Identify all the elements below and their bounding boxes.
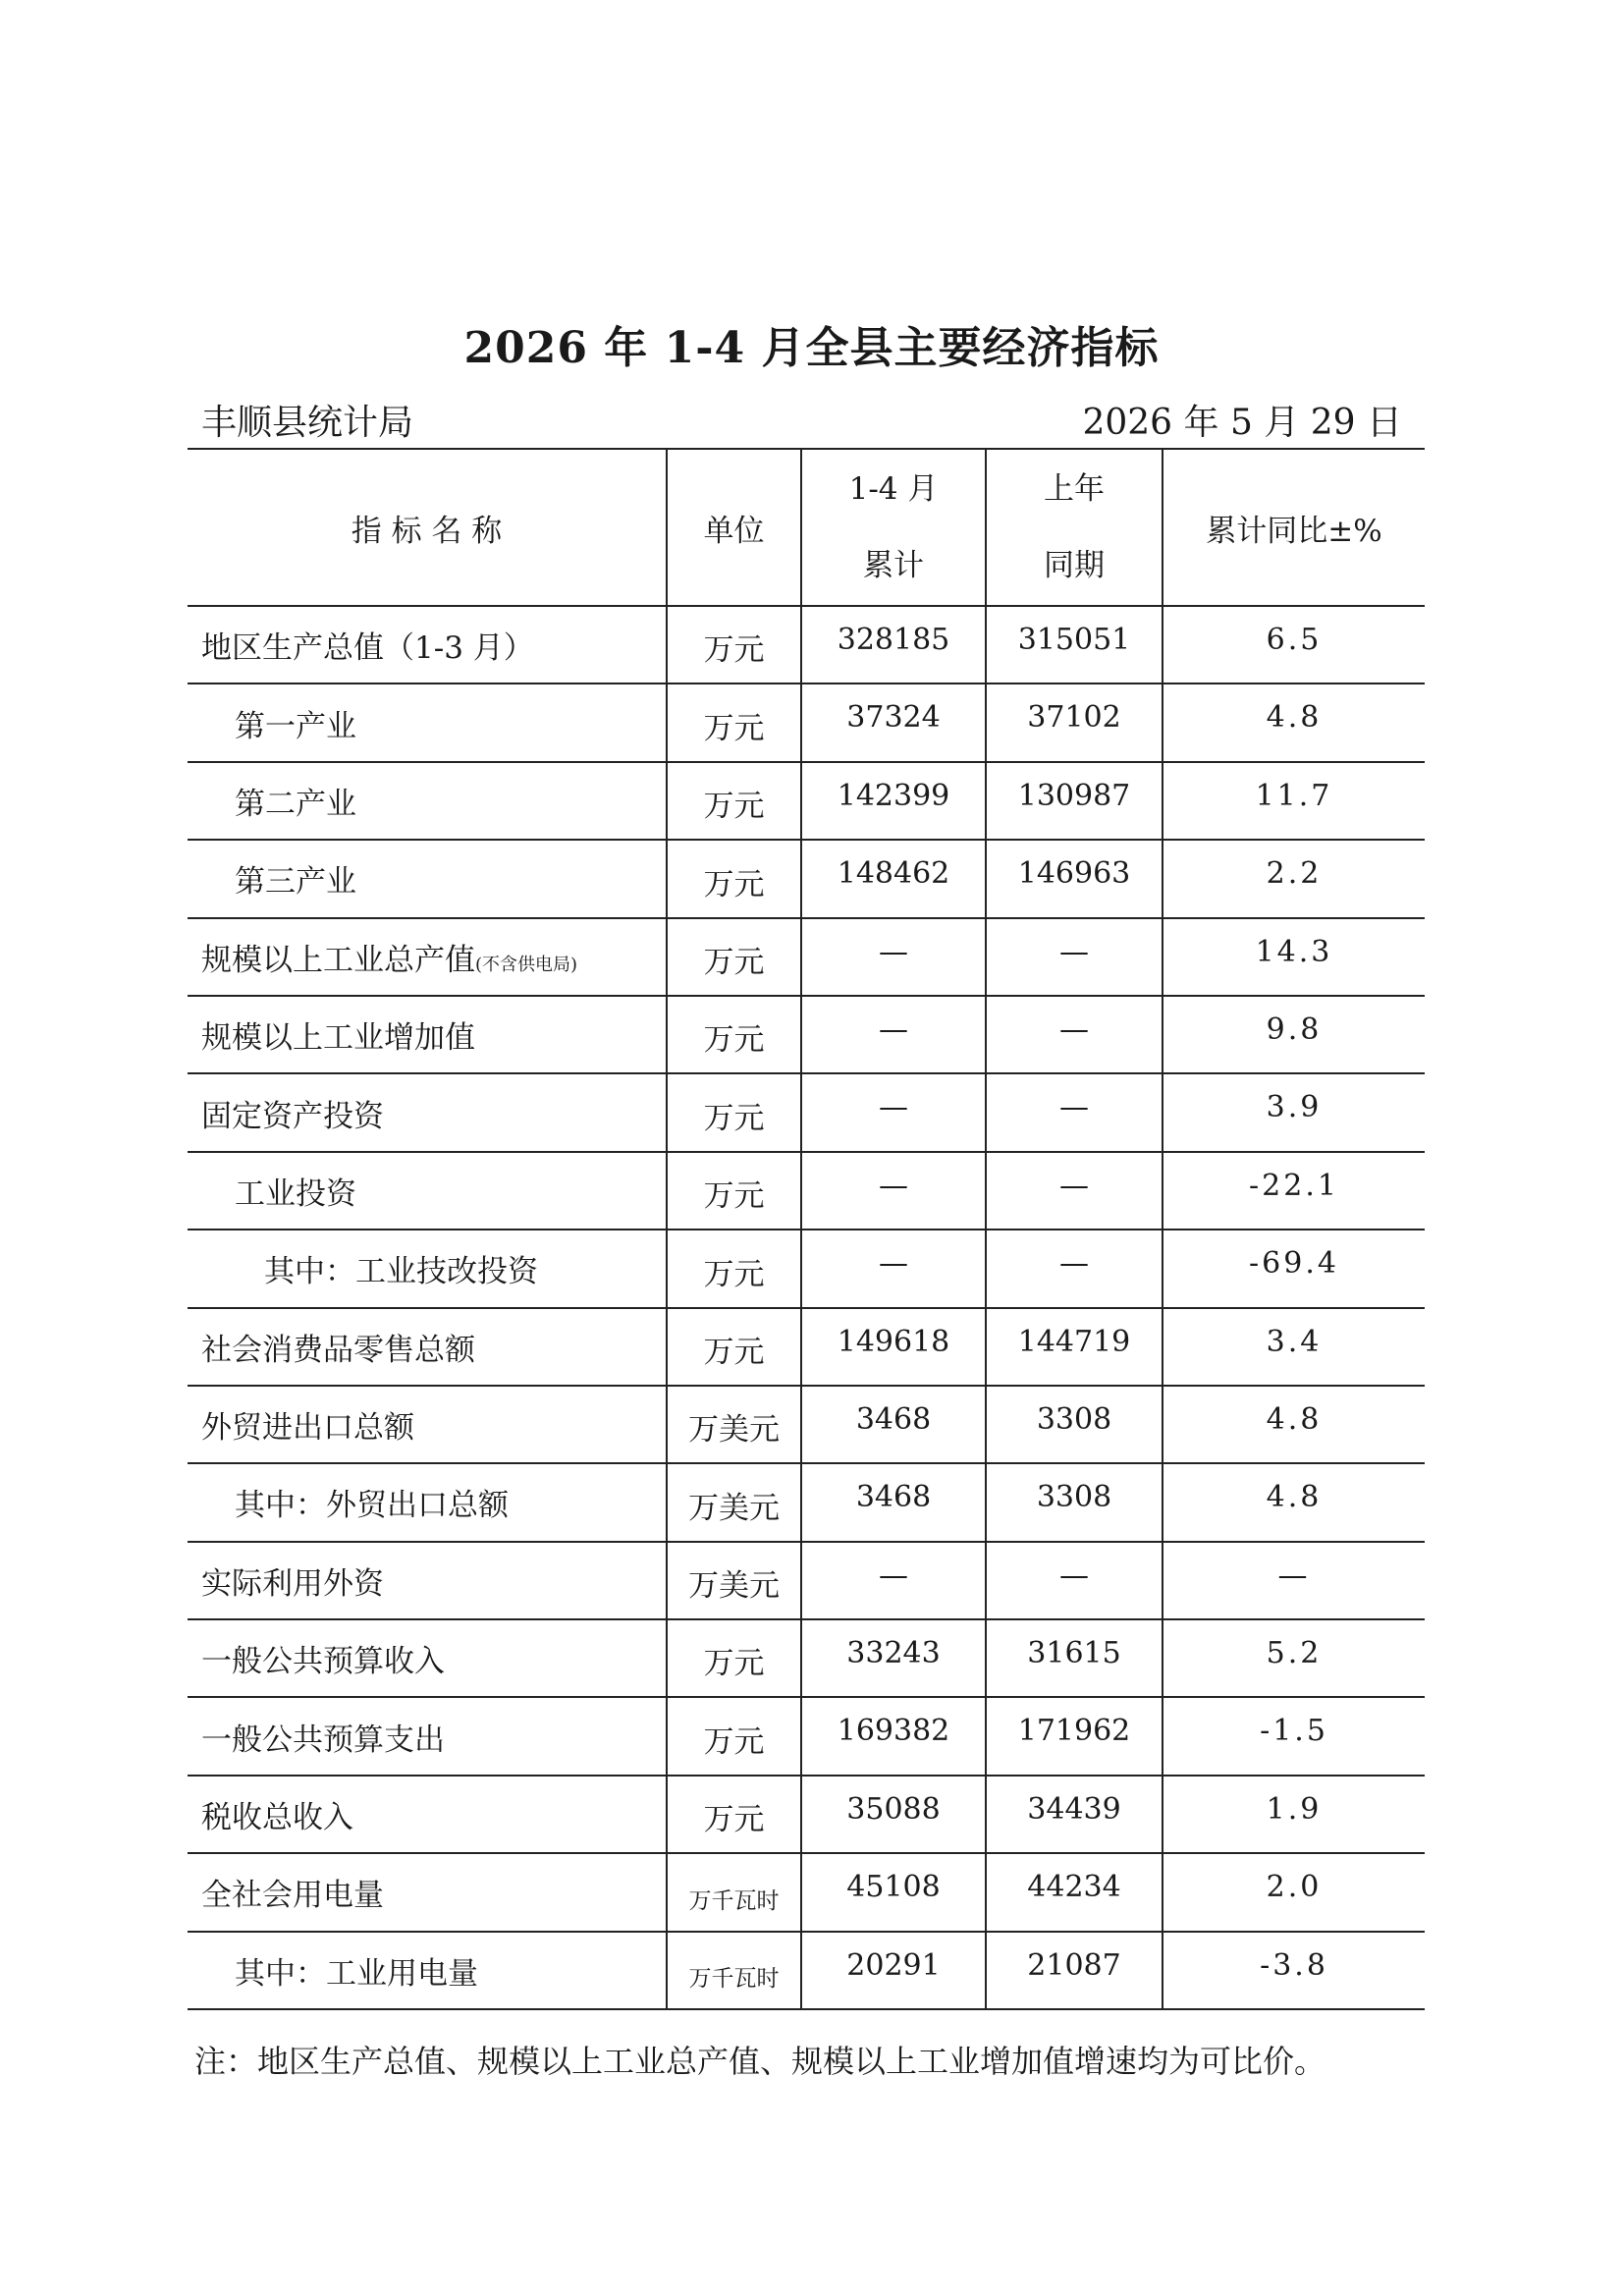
page-title: 2026 年 1-4 月全县主要经济指标 [463,323,1160,373]
indicator-name: 其中：工业技改投资 [188,1230,667,1307]
yoy-cell: 4.8 [1163,1386,1425,1463]
last-year-cell: 44234 [986,1853,1163,1931]
yoy-cell: 14.3 [1163,918,1425,996]
cumulative-cell: 33243 [801,1619,986,1697]
last-year-cell: 3308 [986,1386,1163,1463]
last-year-cell: 315051 [986,606,1163,683]
indicator-name: 税收总收入 [188,1776,667,1853]
indicator-name: 第二产业 [188,762,667,840]
table-row [188,683,1425,761]
table-row [188,1697,1425,1775]
cumulative-cell: — [801,918,986,996]
last-year-cell: — [986,1230,1163,1307]
indicator-name: 其中：工业用电量 [188,1932,667,2009]
indicator-name: 实际利用外资 [188,1542,667,1619]
unit-cell: 万元 [667,1776,801,1853]
table-row [188,1386,1425,1463]
cumulative-cell: — [801,1152,986,1230]
table-row [188,1776,1425,1853]
header-cumulative [801,449,986,606]
cumulative-cell: 149618 [801,1308,986,1386]
yoy-cell: 11.7 [1163,762,1425,840]
table-row [188,1152,1425,1230]
unit-cell: 万元 [667,1697,801,1775]
cumulative-cell: 142399 [801,762,986,840]
table-row [188,1542,1425,1619]
header-last-year-line2: 同期 [1044,548,1105,583]
indicator-name-cell [188,918,667,996]
header-cumulative-line2: 累计 [863,548,924,583]
unit-cell: 万元 [667,840,801,917]
cumulative-cell: 45108 [801,1853,986,1931]
header-yoy-change: 累计同比±% [1163,449,1425,606]
cumulative-cell: 148462 [801,840,986,917]
table-row [188,1463,1425,1541]
table-row [188,1932,1425,2009]
yoy-cell: 9.8 [1163,996,1425,1073]
table-row [188,840,1425,917]
issuing-organization: 丰顺县统计局 [201,403,414,443]
last-year-cell: 37102 [986,683,1163,761]
indicator-name: 第一产业 [188,683,667,761]
indicator-name: 固定资产投资 [188,1073,667,1151]
indicators-table [188,448,1425,2010]
last-year-cell: 171962 [986,1697,1163,1775]
yoy-cell: -1.5 [1163,1697,1425,1775]
indicator-name: 规模以上工业总产值 [201,942,475,978]
table-row [188,1073,1425,1151]
cumulative-cell: — [801,996,986,1073]
yoy-cell: 4.8 [1163,683,1425,761]
unit-cell: 万千瓦时 [667,1853,801,1931]
unit-cell: 万元 [667,1619,801,1697]
footnote: 注：地区生产总值、规模以上工业总产值、规模以上工业增加值增速均为可比价。 [194,2043,1326,2080]
indicator-name: 工业投资 [188,1152,667,1230]
indicator-name: 社会消费品零售总额 [188,1308,667,1386]
cumulative-cell: 169382 [801,1697,986,1775]
last-year-cell: — [986,1073,1163,1151]
last-year-cell: — [986,1152,1163,1230]
unit-cell: 万元 [667,1308,801,1386]
table-header-row [188,449,1425,606]
indicator-name: 规模以上工业增加值 [188,996,667,1073]
last-year-cell: 130987 [986,762,1163,840]
last-year-cell: 144719 [986,1308,1163,1386]
cumulative-cell: — [801,1542,986,1619]
cumulative-cell: 35088 [801,1776,986,1853]
yoy-cell: 5.2 [1163,1619,1425,1697]
table-row [188,1619,1425,1697]
unit-cell: 万美元 [667,1542,801,1619]
yoy-cell: -22.1 [1163,1152,1425,1230]
indicator-name: 地区生产总值（1-3 月） [188,606,667,683]
cumulative-cell: 20291 [801,1932,986,2009]
yoy-cell: 2.2 [1163,840,1425,917]
table-row [188,762,1425,840]
indicator-name: 其中：外贸出口总额 [188,1463,667,1541]
last-year-cell: 34439 [986,1776,1163,1853]
indicator-name-footnote: (不含供电局) [475,954,578,975]
header-cumulative-line1: 1-4 月 [848,471,939,507]
indicator-name: 一般公共预算支出 [188,1697,667,1775]
header-indicator-name: 指 标 名 称 [188,449,667,606]
table-row [188,918,1425,996]
header-last-year [986,449,1163,606]
last-year-cell: — [986,996,1163,1073]
unit-cell: 万元 [667,1073,801,1151]
indicator-name: 一般公共预算收入 [188,1619,667,1697]
cumulative-cell: — [801,1230,986,1307]
unit-cell: 万元 [667,996,801,1073]
table-row [188,1853,1425,1931]
cumulative-cell: 3468 [801,1386,986,1463]
last-year-cell: 21087 [986,1932,1163,2009]
table-row [188,996,1425,1073]
yoy-cell: 4.8 [1163,1463,1425,1541]
cumulative-cell: 37324 [801,683,986,761]
yoy-cell: -3.8 [1163,1932,1425,2009]
last-year-cell: 3308 [986,1463,1163,1541]
issue-date: 2026 年 5 月 29 日 [1082,403,1402,443]
yoy-cell: 6.5 [1163,606,1425,683]
unit-cell: 万美元 [667,1463,801,1541]
yoy-cell: -69.4 [1163,1230,1425,1307]
unit-cell: 万元 [667,683,801,761]
unit-cell: 万千瓦时 [667,1932,801,2009]
table-row [188,606,1425,683]
last-year-cell: 31615 [986,1619,1163,1697]
indicator-name: 外贸进出口总额 [188,1386,667,1463]
yoy-cell: 3.4 [1163,1308,1425,1386]
header-last-year-line1: 上年 [1044,471,1105,507]
table-row [188,1308,1425,1386]
yoy-cell: 1.9 [1163,1776,1425,1853]
yoy-cell: 2.0 [1163,1853,1425,1931]
unit-cell: 万元 [667,606,801,683]
indicator-name: 全社会用电量 [188,1853,667,1931]
unit-cell: 万元 [667,1152,801,1230]
table-row [188,1230,1425,1307]
last-year-cell: 146963 [986,840,1163,917]
cumulative-cell: 3468 [801,1463,986,1541]
header-unit: 单位 [667,449,801,606]
unit-cell: 万元 [667,1230,801,1307]
unit-cell: 万元 [667,762,801,840]
cumulative-cell: 328185 [801,606,986,683]
unit-cell: 万元 [667,918,801,996]
last-year-cell: — [986,1542,1163,1619]
unit-cell: 万美元 [667,1386,801,1463]
indicator-name: 第三产业 [188,840,667,917]
yoy-cell: 3.9 [1163,1073,1425,1151]
last-year-cell: — [986,918,1163,996]
cumulative-cell: — [801,1073,986,1151]
yoy-cell: — [1163,1542,1425,1619]
